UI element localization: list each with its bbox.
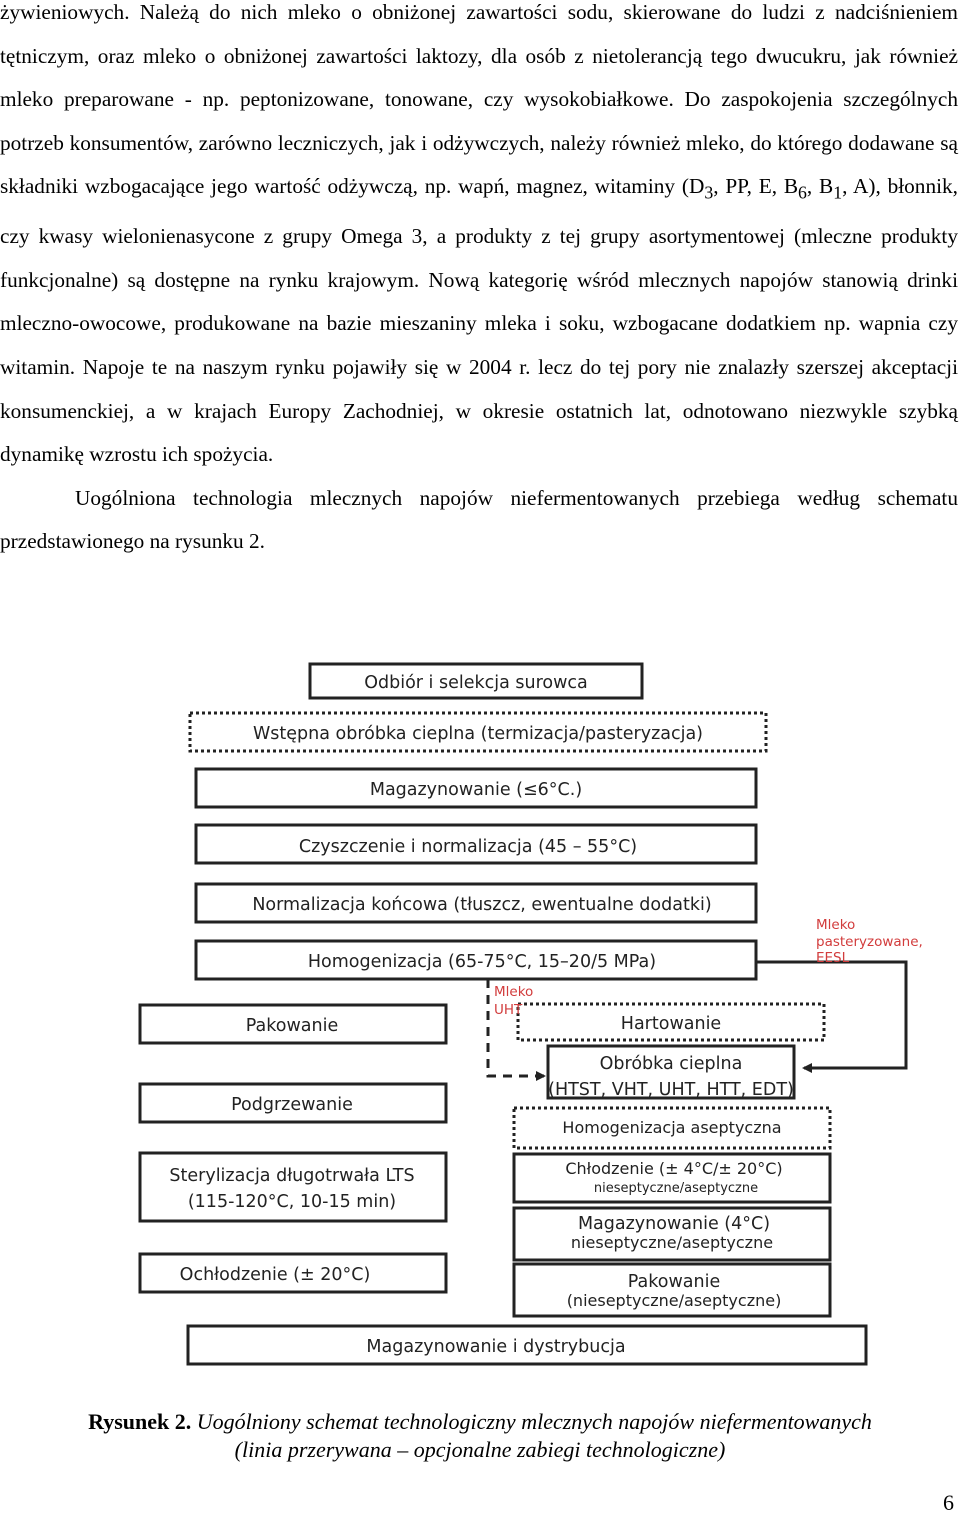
box-pakowanie-right — [514, 1264, 830, 1316]
body-text — [0, 0, 958, 564]
box-normalizacja — [196, 884, 756, 922]
box-homogenizacja — [196, 941, 756, 979]
subscript-d3: 3 — [704, 182, 714, 203]
svg-text:Homogenizacja (65-75°C, 15–20/: Homogenizacja (65-75°C, 15–20/5 MPa) — [307, 952, 657, 972]
paragraph-1-part-d: , A), błonnik, czy kwasy wielonienasycone z grupy Omega 3, a produkty z tej grupy asortymentowej (mleczne produkty funkcjonalne) są dostępne na rynku krajowym. Nową kategorię wśród mlecznych napojów stanowią drinki mleczno-owocowe, produkowane na bazie mieszaniny mleka i soku, wzbogacane dodatkiem np. wapnia czy witamin. Napoje te na naszym rynku pojawiły się w 2004 r. lecz do tej pory nie znalazły szerszej akceptacji konsumenckiej, a w krajach Europy Zachodniej, w okresie ostatnich lat, odnotowano niezwykle szybką dynamikę wzrostu ich spożycia. — [0, 174, 958, 467]
note-mleko-pasteryzowane — [816, 917, 923, 966]
caption-label: Rysunek 2. — [88, 1409, 192, 1434]
svg-text:Mleko: Mleko — [494, 984, 534, 1000]
svg-text:Podgrzewanie: Podgrzewanie — [231, 1095, 353, 1115]
svg-text:Obróbka cieplna: Obróbka cieplna — [599, 1054, 743, 1074]
svg-text:Magazynowanie i dystrybucja: Magazynowanie i dystrybucja — [366, 1337, 626, 1357]
caption-line-1 — [0, 1408, 960, 1436]
flow-diagram — [0, 640, 960, 1380]
svg-text:nieseptyczne/aseptyczne: nieseptyczne/aseptyczne — [593, 1181, 759, 1196]
caption-line-2: (linia przerywana – opcjonalne zabiegi technologiczne) — [234, 1437, 726, 1462]
box-czyszczenie — [196, 825, 756, 863]
box-dystrybucja — [188, 1326, 866, 1364]
box-homog-asept — [514, 1108, 830, 1148]
paragraph-1-part-b: , PP, E, B — [713, 174, 799, 199]
svg-text:EESL: EESL — [816, 950, 850, 966]
paragraph-1-part-a: żywieniowych. Należą do nich mleko o obniżonej zawartości sodu, skierowane do ludzi z nadciśnieniem tętniczym, oraz mleko o obniżonej zawartości laktozy, dla osób z nietolerancją tego dwucukru, jak również mleko preparowane - np. peptonizowane, tonowane, czy wysokobiałkowe. Do zaspokojenia szczególnych potrzeb konsumentów, zarówno leczniczych, jak i odżywczych, należy również mleko, do którego dodawane są składniki wzbogacające jego wartość odżywczą, np. wapń, magnez, witaminy (D — [0, 0, 958, 199]
svg-text:Chłodzenie (± 4°C/± 20°C): Chłodzenie (± 4°C/± 20°C) — [565, 1159, 783, 1178]
svg-text:pasteryzowane,: pasteryzowane, — [816, 934, 923, 950]
svg-text:Czyszczenie i normalizacja (45: Czyszczenie i normalizacja (45 – 55°C) — [298, 837, 638, 857]
svg-text:(nieseptyczne/aseptyczne): (nieseptyczne/aseptyczne) — [566, 1291, 782, 1310]
svg-text:nieseptyczne/aseptyczne: nieseptyczne/aseptyczne — [570, 1233, 774, 1252]
svg-text:Magazynowanie (4°C): Magazynowanie (4°C) — [577, 1214, 771, 1234]
box-magazynowanie — [196, 769, 756, 807]
svg-text:Ochłodzenie (± 20°C): Ochłodzenie (± 20°C) — [179, 1265, 371, 1285]
paragraph-1-part-c: , B — [806, 174, 834, 199]
svg-text:Sterylizacja długotrwała LTS: Sterylizacja długotrwała LTS — [169, 1166, 415, 1186]
box-pakowanie-left — [140, 1005, 446, 1043]
box-wstepna — [190, 713, 766, 751]
svg-text:Pakowanie: Pakowanie — [245, 1016, 339, 1036]
svg-text:Odbiór i selekcja surowca: Odbiór i selekcja surowca — [364, 673, 588, 693]
svg-text:Mleko: Mleko — [816, 917, 856, 933]
svg-text:(115-120°C, 10-15 min): (115-120°C, 10-15 min) — [187, 1192, 397, 1212]
box-chlodzenie — [514, 1154, 830, 1202]
svg-text:Magazynowanie (≤6°C.): Magazynowanie (≤6°C.) — [369, 780, 583, 800]
box-hartowanie — [518, 1004, 824, 1040]
figure-caption — [0, 1408, 960, 1464]
subscript-b1: 1 — [833, 182, 843, 203]
box-ochlodzenie — [140, 1254, 446, 1292]
svg-text:Normalizacja końcowa (tłuszcz,: Normalizacja końcowa (tłuszcz, ewentualne dodatki) — [252, 895, 712, 915]
box-sterylizacja — [140, 1153, 446, 1221]
subscript-b6: 6 — [798, 182, 807, 203]
paragraph-2: Uogólniona technologia mlecznych napojów niefermentowanych przebiega według schematu przedstawionego na rysunku 2. — [0, 485, 958, 554]
caption-text-1: Uogólniony schemat technologiczny mlecznych napojów niefermentowanych — [196, 1409, 872, 1434]
box-obrobka — [548, 1046, 794, 1100]
svg-text:Hartowanie: Hartowanie — [620, 1014, 722, 1034]
svg-text:UHT: UHT — [494, 1002, 523, 1018]
svg-text:(HTST, VHT, UHT, HTT, EDT): (HTST, VHT, UHT, HTT, EDT) — [548, 1080, 794, 1100]
svg-text:Homogenizacja aseptyczna: Homogenizacja aseptyczna — [562, 1118, 782, 1137]
svg-text:Pakowanie: Pakowanie — [627, 1272, 721, 1292]
box-odbior — [310, 664, 642, 698]
box-mag4 — [514, 1208, 830, 1260]
page-number: 6 — [943, 1490, 954, 1515]
box-podgrzewanie — [140, 1084, 446, 1122]
svg-text:Wstępna obróbka cieplna (termi: Wstępna obróbka cieplna (termizacja/pasteryzacja) — [252, 724, 704, 744]
paragraph-1 — [0, 0, 958, 477]
